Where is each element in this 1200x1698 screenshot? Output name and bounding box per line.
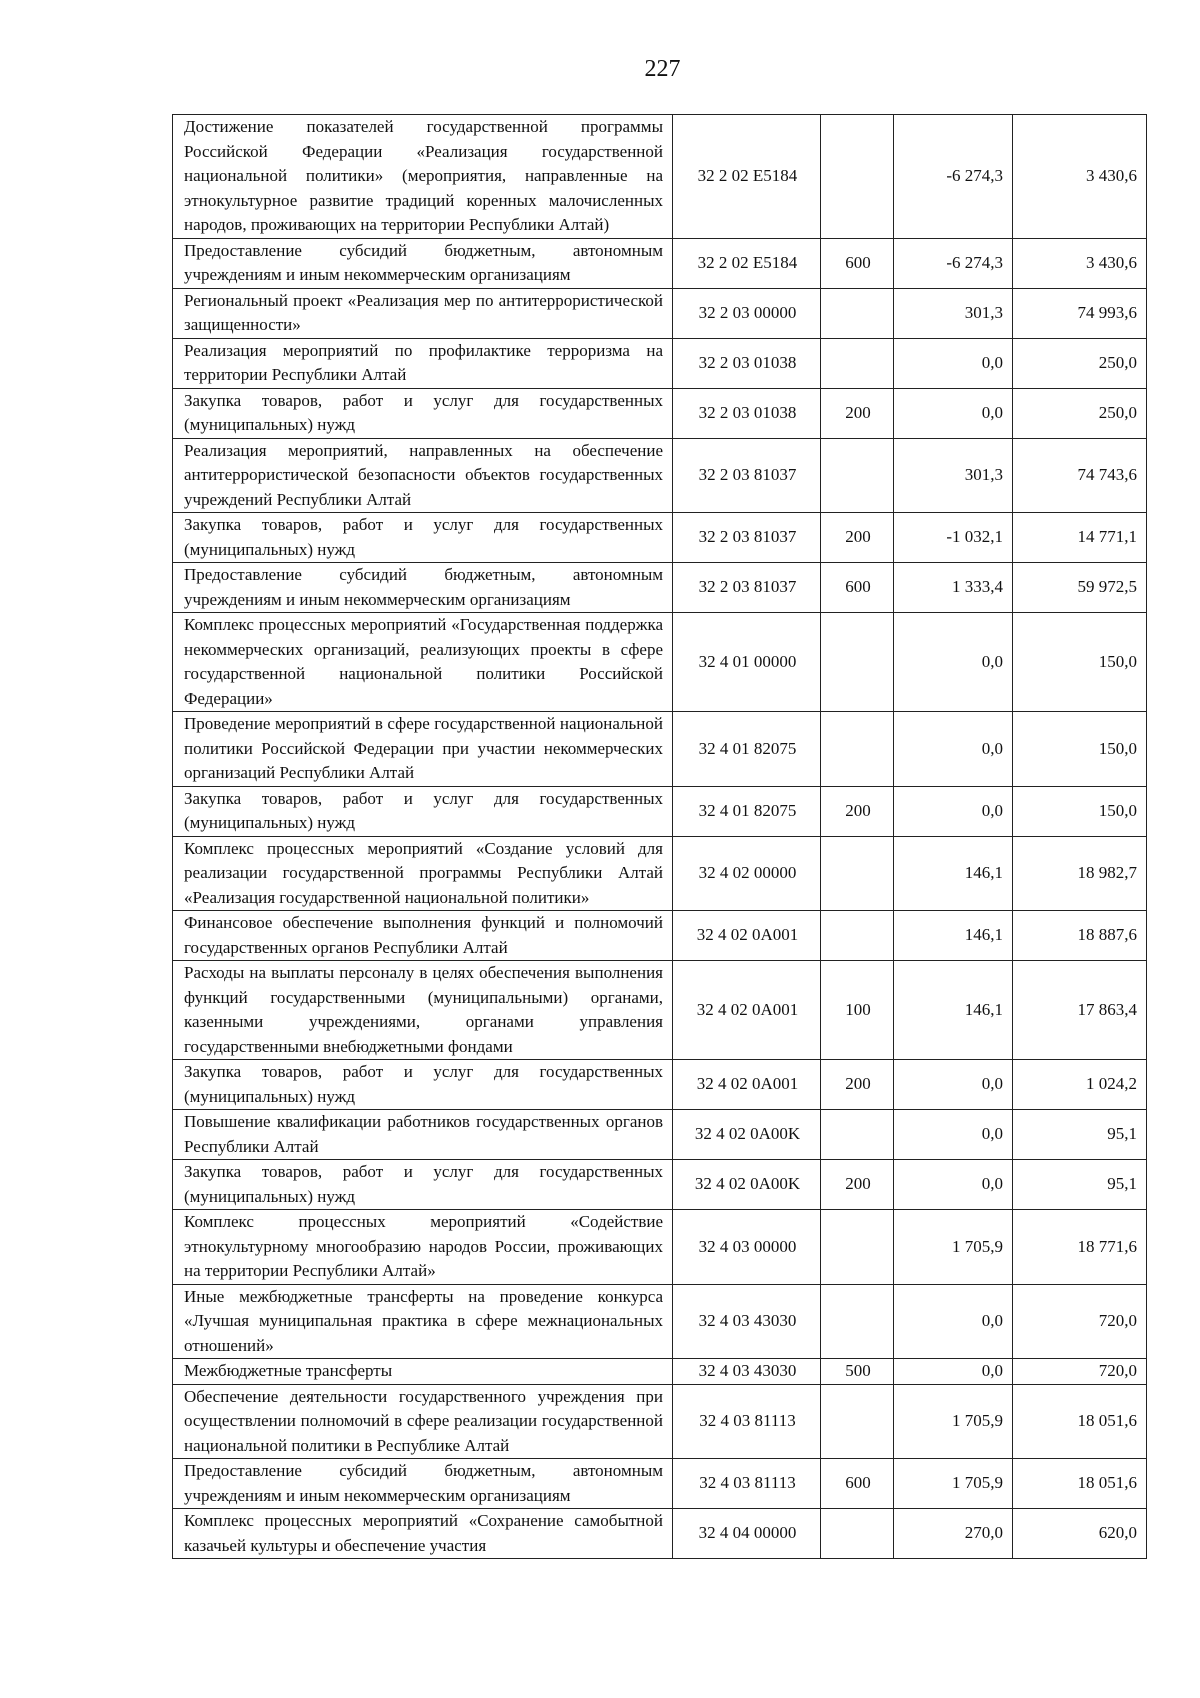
expense-type-code: 200 (821, 513, 894, 563)
amount-change: 1 333,4 (894, 563, 1013, 613)
target-article-code: 32 2 02 E5184 (673, 115, 821, 239)
amount-change: 301,3 (894, 438, 1013, 513)
row-description: Предоставление субсидий бюджетным, автономным учреждениям и иным некоммерческим организациям (173, 238, 673, 288)
expense-type-code: 200 (821, 388, 894, 438)
amount-change: 0,0 (894, 1359, 1013, 1385)
expense-type-code (821, 911, 894, 961)
expense-type-code: 100 (821, 961, 894, 1060)
table-row (173, 1110, 1147, 1160)
amount-change: 0,0 (894, 1110, 1013, 1160)
amount-total: 250,0 (1013, 388, 1147, 438)
table-row (173, 961, 1147, 1060)
amount-change: 0,0 (894, 1284, 1013, 1359)
expense-type-code (821, 1509, 894, 1559)
amount-change: 1 705,9 (894, 1384, 1013, 1459)
expense-type-code (821, 836, 894, 911)
row-description: Предоставление субсидий бюджетным, автономным учреждениям и иным некоммерческим организациям (173, 563, 673, 613)
expense-type-code: 600 (821, 563, 894, 613)
amount-total: 1 024,2 (1013, 1060, 1147, 1110)
table-row (173, 1459, 1147, 1509)
table-row (173, 513, 1147, 563)
target-article-code: 32 4 03 81113 (673, 1384, 821, 1459)
expense-type-code: 200 (821, 1160, 894, 1210)
amount-total: 720,0 (1013, 1284, 1147, 1359)
amount-change: 0,0 (894, 388, 1013, 438)
expense-type-code (821, 1284, 894, 1359)
row-description: Межбюджетные трансферты (173, 1359, 673, 1385)
amount-total: 720,0 (1013, 1359, 1147, 1385)
row-description: Предоставление субсидий бюджетным, автономным учреждениям и иным некоммерческим организациям (173, 1459, 673, 1509)
target-article-code: 32 4 02 00000 (673, 836, 821, 911)
target-article-code: 32 2 03 01038 (673, 388, 821, 438)
amount-total: 14 771,1 (1013, 513, 1147, 563)
amount-total: 74 993,6 (1013, 288, 1147, 338)
budget-table (172, 114, 1147, 1559)
amount-change: 0,0 (894, 613, 1013, 712)
table-row (173, 338, 1147, 388)
amount-total: 18 051,6 (1013, 1384, 1147, 1459)
target-article-code: 32 4 02 0A001 (673, 911, 821, 961)
table-row (173, 438, 1147, 513)
amount-total: 620,0 (1013, 1509, 1147, 1559)
expense-type-code (821, 1384, 894, 1459)
expense-type-code (821, 1210, 894, 1285)
table-row (173, 1509, 1147, 1559)
amount-total: 250,0 (1013, 338, 1147, 388)
table-row (173, 911, 1147, 961)
amount-change: 0,0 (894, 1060, 1013, 1110)
amount-change: 146,1 (894, 836, 1013, 911)
page-number: 227 (644, 56, 681, 82)
table-row (173, 388, 1147, 438)
table-row (173, 1160, 1147, 1210)
row-description: Реализация мероприятий, направленных на обеспечение антитеррористической безопасности объектов государственных учреждений Республики Алтай (173, 438, 673, 513)
amount-total: 17 863,4 (1013, 961, 1147, 1060)
table-row (173, 836, 1147, 911)
row-description: Комплекс процессных мероприятий «Государственная поддержка некоммерческих организаций, реализующих проекты в сфере государственной национальной политики Российской Федерации» (173, 613, 673, 712)
amount-change: 146,1 (894, 961, 1013, 1060)
amount-change: 270,0 (894, 1509, 1013, 1559)
target-article-code: 32 4 01 82075 (673, 712, 821, 787)
expense-type-code (821, 712, 894, 787)
target-article-code: 32 4 01 00000 (673, 613, 821, 712)
expense-type-code (821, 115, 894, 239)
amount-total: 18 887,6 (1013, 911, 1147, 961)
expense-type-code: 600 (821, 1459, 894, 1509)
row-description: Комплекс процессных мероприятий «Сохранение самобытной казачьей культуры и обеспечение участия (173, 1509, 673, 1559)
target-article-code: 32 4 03 43030 (673, 1359, 821, 1385)
table-row (173, 115, 1147, 239)
row-description: Иные межбюджетные трансферты на проведение конкурса «Лучшая муниципальная практика в сфере межнациональных отношений» (173, 1284, 673, 1359)
table-row (173, 1384, 1147, 1459)
target-article-code: 32 4 02 0A00K (673, 1110, 821, 1160)
target-article-code: 32 4 02 0A001 (673, 1060, 821, 1110)
expense-type-code: 600 (821, 238, 894, 288)
row-description: Финансовое обеспечение выполнения функций и полномочий государственных органов Республики Алтай (173, 911, 673, 961)
table-row (173, 1210, 1147, 1285)
target-article-code: 32 2 03 81037 (673, 513, 821, 563)
row-description: Региональный проект «Реализация мер по антитеррористической защищенности» (173, 288, 673, 338)
row-description: Проведение мероприятий в сфере государственной национальной политики Российской Федерации при участии некоммерческих организаций Республики Алтай (173, 712, 673, 787)
expense-type-code (821, 338, 894, 388)
amount-change: 1 705,9 (894, 1210, 1013, 1285)
target-article-code: 32 4 02 0A001 (673, 961, 821, 1060)
row-description: Комплекс процессных мероприятий «Создание условий для реализации государственной программы Республики Алтай «Реализация государственной национальной политики» (173, 836, 673, 911)
expense-type-code (821, 613, 894, 712)
expense-type-code: 200 (821, 1060, 894, 1110)
table-row (173, 1284, 1147, 1359)
expense-type-code (821, 438, 894, 513)
amount-change: 0,0 (894, 338, 1013, 388)
table-row (173, 613, 1147, 712)
amount-total: 18 051,6 (1013, 1459, 1147, 1509)
row-description: Реализация мероприятий по профилактике терроризма на территории Республики Алтай (173, 338, 673, 388)
row-description: Закупка товаров, работ и услуг для государственных (муниципальных) нужд (173, 1060, 673, 1110)
amount-change: 301,3 (894, 288, 1013, 338)
table-row (173, 712, 1147, 787)
target-article-code: 32 4 03 00000 (673, 1210, 821, 1285)
row-description: Закупка товаров, работ и услуг для государственных (муниципальных) нужд (173, 388, 673, 438)
target-article-code: 32 2 03 81037 (673, 563, 821, 613)
amount-total: 150,0 (1013, 786, 1147, 836)
table-row (173, 288, 1147, 338)
target-article-code: 32 2 03 01038 (673, 338, 821, 388)
amount-total: 18 771,6 (1013, 1210, 1147, 1285)
target-article-code: 32 2 02 E5184 (673, 238, 821, 288)
row-description: Закупка товаров, работ и услуг для государственных (муниципальных) нужд (173, 513, 673, 563)
amount-total: 95,1 (1013, 1110, 1147, 1160)
row-description: Расходы на выплаты персоналу в целях обеспечения выполнения функций государственными (муниципальными) органами, казенными учреждениями, органами управления государственными внебюджетными фондами (173, 961, 673, 1060)
row-description: Комплекс процессных мероприятий «Содействие этнокультурному многообразию народов России, проживающих на территории Республики Алтай» (173, 1210, 673, 1285)
target-article-code: 32 4 03 81113 (673, 1459, 821, 1509)
target-article-code: 32 2 03 00000 (673, 288, 821, 338)
target-article-code: 32 4 04 00000 (673, 1509, 821, 1559)
amount-total: 3 430,6 (1013, 238, 1147, 288)
table-row (173, 1359, 1147, 1385)
target-article-code: 32 2 03 81037 (673, 438, 821, 513)
amount-change: 146,1 (894, 911, 1013, 961)
row-description: Закупка товаров, работ и услуг для государственных (муниципальных) нужд (173, 1160, 673, 1210)
table-row (173, 238, 1147, 288)
target-article-code: 32 4 03 43030 (673, 1284, 821, 1359)
amount-change: 0,0 (894, 1160, 1013, 1210)
row-description: Повышение квалификации работников государственных органов Республики Алтай (173, 1110, 673, 1160)
amount-total: 59 972,5 (1013, 563, 1147, 613)
expense-type-code: 200 (821, 786, 894, 836)
expense-type-code (821, 1110, 894, 1160)
amount-total: 95,1 (1013, 1160, 1147, 1210)
table-row (173, 786, 1147, 836)
table-row (173, 563, 1147, 613)
amount-change: -1 032,1 (894, 513, 1013, 563)
amount-total: 74 743,6 (1013, 438, 1147, 513)
row-description: Закупка товаров, работ и услуг для государственных (муниципальных) нужд (173, 786, 673, 836)
amount-change: -6 274,3 (894, 238, 1013, 288)
expense-type-code (821, 288, 894, 338)
amount-change: 0,0 (894, 712, 1013, 787)
amount-total: 3 430,6 (1013, 115, 1147, 239)
target-article-code: 32 4 01 82075 (673, 786, 821, 836)
target-article-code: 32 4 02 0A00K (673, 1160, 821, 1210)
row-description: Достижение показателей государственной программы Российской Федерации «Реализация государственной национальной политики» (мероприятия, направленные на этнокультурное развитие традиций коренных малочисленных народов, проживающих на территории Республики Алтай) (173, 115, 673, 239)
row-description: Обеспечение деятельности государственного учреждения при осуществлении полномочий в сфере реализации государственной национальной политики в Республике Алтай (173, 1384, 673, 1459)
amount-change: -6 274,3 (894, 115, 1013, 239)
table-row (173, 1060, 1147, 1110)
amount-total: 150,0 (1013, 613, 1147, 712)
amount-total: 18 982,7 (1013, 836, 1147, 911)
amount-change: 1 705,9 (894, 1459, 1013, 1509)
amount-change: 0,0 (894, 786, 1013, 836)
amount-total: 150,0 (1013, 712, 1147, 787)
expense-type-code: 500 (821, 1359, 894, 1385)
